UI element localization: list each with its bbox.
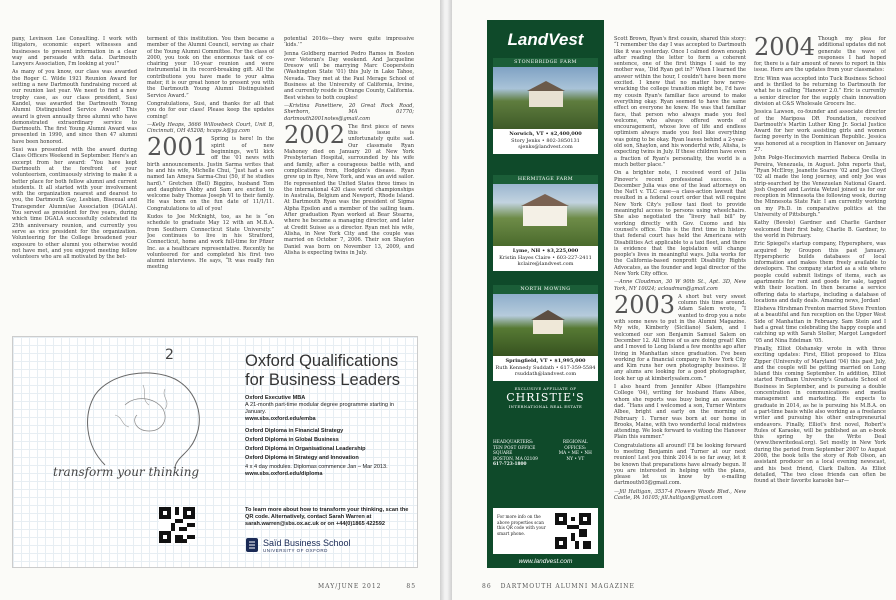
spine-gutter <box>440 0 452 600</box>
landvest-logo: LandVest <box>507 30 584 49</box>
listing-title: HERMITAGE FARM <box>493 175 598 184</box>
listing-location-price: Norwich, VT • $2,400,000 <box>509 131 582 137</box>
left-page <box>0 0 440 600</box>
mba-description: A 21-month part-time modular degree programme starting in January. <box>245 402 394 415</box>
listing-email[interactable]: rsuddath@landvest.com <box>514 371 577 377</box>
listing-email[interactable]: sjenks@landvest.com <box>518 144 573 150</box>
page-number: 85 <box>406 583 417 590</box>
paragraph: Congratulations all around! I'll be looking forward to meeting Benjamin and Turner at our next reunion! Lest you think 2014 is so far away, let it be known that preparations have already begun. If you are interested in helping with the plans, please let us know by e-mailing dartmouth03@gmail.com. <box>614 442 746 487</box>
paragraph: Congratulations, Susi, and thanks for all that you do for our class! Please keep the updates coming! <box>147 100 274 120</box>
scan-instructions: For more info on the above properties scan this QR code with your smart phone. <box>497 514 546 536</box>
paragraph: Jenna Goldberg married Pedro Ramos in Boston over Veteran's Day weekend. And Jacqueline Dresow will be marrying Marc Cooperstein (Washington State ’01) this July in Lake Tahoe, Nevada. They met at the Paul Merage School of Business at the University of California, Irvine, and currently reside in Orange County, California. Best wishes to both couples! <box>284 50 414 101</box>
said-business-school-logo <box>245 537 351 553</box>
paragraph: Kudos to Joe McKnight, too, as he is “on schedule to graduate May 12 with an M.B.A. from Southern Connecticut State University.” Joe continues to live in his Stratford, Connecticut, home and work full-time for Pfizer Inc. as a healthcare representative. Recently he volunteered for and completed his first two alumni interviews. He says, “It was really fun meeting <box>147 214 274 271</box>
landvest-advertisement <box>487 20 604 568</box>
listing-location-price: Lyme, NH • $3,225,000 <box>512 248 579 254</box>
ad-call-to-action: To learn more about how to transform your thinking, scan the QR code. Alternatively, contact Sarah Warren at sarah.warren@sbs.ox.ac.uk or on +44(0)1865 422592 <box>245 507 409 527</box>
signoff: —Kristina Panettiere, 20 Great Rock Road, Sherborn, MA 01770; dartmouth2001notes@gmail.com <box>284 102 414 122</box>
paragraph: Scott Brown, Ryan's first cousin, shared this story: “I remember the day I was accepted to Dartmouth like it was yesterday. Once I calmed down enough after reading the letter to form a coherent sentence, one of the first things I said to my mother was, ‘Did Ryan get in?’ When I learned the answer within the hour, I couldn't have been more excited. I knew that no matter how nerve-wracking the college transition might be, I'd have my cousin Ryan's familiar face around to make everything okay. Ryan seemed to have the same effect on everyone he knew. He was that familiar face, that person who always made you feel welcome, who always offered words of encouragement, whose love of life and endless optimism always made you feel like everything was going to be okay. Ryan leaves behind a 2-year-old son, Shaylon, and his wonderful wife, Alisha, is expecting twins in July. If these children have even a fraction of Ryan's personality, the world is a much better place.” <box>614 36 746 168</box>
paragraph: John Polge-Hecimovich married Rebeca Orella in Pereira, Venezuela, in August. John reports that, “Ryan McElroy, Jeanette Soares ’02 and Joe Cloyd ’02 all made the long journey, and only Joe was strip-searched by the Venezuelan National Guard. Josh Osgood and Lavinia Wetzel joined us for our reception in Minnesota the following week, during the Minnesota State Fair. I am currently working on my Ph.D. in comparative politics at the University of Pittsburgh.” <box>754 155 886 219</box>
diploma-item: Oxford Diploma in Financial Strategy <box>245 428 344 434</box>
listing-card[interactable] <box>493 58 598 154</box>
paragraph: Though my plea for additional updates did not generate the wave of responses I had hoped for, there is a fair amount of news to report in this issue. Here are the updates from your classmates: <box>754 36 886 74</box>
regional-states: MA • ME • NH <box>558 451 592 456</box>
paragraph: A short but very sweet column this time around. Adam Salem wrote, “I wanted to drop you a note with some news to put in the Alumni Magazine. My wife, Kimberly (Siciliano) Salem, and I welcomed our son Benjamin Samuel Salem on December 12. All three of us are doing great! Kim and I moved to Long Island a few months ago after living in Manhattan since graduation. I've been working for a financial company in New York City and Kim runs her own photography business. If any alums are looking for a good photographer, look her up at kimberlysalem.com.” <box>614 293 746 382</box>
diploma-item: Oxford Diploma in Strategy and Innovation <box>245 455 359 461</box>
christies-name: CHRISTIE'S <box>506 391 585 404</box>
listing-info <box>493 246 598 271</box>
hq-phone: 617-723-1800 <box>493 462 527 467</box>
head-sketch-icon <box>65 365 215 470</box>
ad-headline-line: Oxford Qualifications <box>245 352 399 370</box>
paragraph: Eric Spiegel's startup company, Hypersphere, was acquired by Groupon this past January. Hyperspheric builds databases of local information and makes them freely available to developers. The company started as a site where people could submit listings of items, such as apartments for rent and goods for sale, tagged with their location. In then became a service offering data to startups, including a database of locations and daily deals. Amazing news, Jordan! <box>754 241 886 304</box>
left-column-2 <box>147 36 274 332</box>
diploma-description: 4 x 4 day modules. Diplomas commence Jan – Mar 2013. <box>245 464 388 470</box>
listing-title: STONEBRIDGE FARM <box>493 58 598 67</box>
issue-date: MAY/JUNE 2012 <box>318 583 382 590</box>
left-column-3 <box>284 36 414 332</box>
listing-email[interactable]: kclaire@landvest.com <box>517 261 574 267</box>
class-year-heading: 2003 <box>614 290 676 319</box>
logo-subtitle: UNIVERSITY OF OXFORD <box>263 547 328 553</box>
paragraph: pany, Levinson Lee Consulting. I work with litigators, economic expert witnesses and businesses to present information in a clear way and persuade with data. Dartmouth Lawyers Association, I'm looking at you!” <box>12 36 137 68</box>
magazine-name: DARTMOUTH ALUMNI MAGAZINE <box>500 583 635 590</box>
paragraph: Jessica Lawson, co-founder and associate director of the Mariposa DR Foundation, received Dartmouth's Martin Luther King Jr. Social Justice Award for her work assisting girls and women facing poverty in the Dominican Republic. Jessica was honored at a reception in Hanover on January 27. <box>754 109 886 154</box>
right-folio <box>482 583 635 590</box>
right-column-2 <box>754 36 886 568</box>
diploma-item: Oxford Diploma in Global Business <box>245 437 339 443</box>
left-folio <box>318 583 416 590</box>
regional-label: REGIONAL OFFICES: <box>562 440 588 451</box>
landvest-url[interactable]: www.landvest.com <box>518 558 573 565</box>
signoff: —Kelly Heaps, 3666 Willowbeck Court, Unit B, Cincinnati, OH 45208; hcaps.k@yg.com <box>147 121 274 135</box>
paragraph: potential 2016s—they were quite impressive ‘kids.’” <box>284 36 414 49</box>
paragraph: Elisheva Hirshman Frenton married Steve Frenton at a beautiful and fun reception on the Upper West Side of Manhattan in February. Sam Stein and I had a great time celebrating the happy couple and catching up with Sarah Stoller, Margot Langsdorf ’05 and Nina Edelman ’05. <box>754 306 886 344</box>
listing-card[interactable] <box>493 285 598 381</box>
ad-number: 2 <box>165 347 174 363</box>
diploma-block <box>245 428 415 478</box>
paragraph: Susi was presented with the award during Class Officers Weekend in September. Here's an excerpt from her award: “You have kept Dartmouth at the forefront of your volunteerism, continuously striving to make it a better place for both fellow alumni and current students. It all started with your involvement with the organization nearest and dearest to you, the Dartmouth Gay, Lesbian, Bisexual and Transgender Alumni/ae Association (DGALA). You served as president for five years, during which time DGALA successfully celebrated its 25th anniversary reunion, and currently you serve as vice president for the organization. Volunteering for the College broadened your exposure to other alumni you otherwise would not have met, and you enjoyed meeting fellow volunteers who are all motivated by the bet- <box>12 147 137 261</box>
listing-location-price: Springfield, VT • $1,995,000 <box>505 358 586 364</box>
christies-affiliate-logo <box>493 386 598 409</box>
hq-address: TEN POST OFFICE SQUARE <box>493 445 536 456</box>
hq-label: HEADQUARTERS: <box>493 440 534 445</box>
qr-code-icon[interactable] <box>159 507 195 543</box>
affiliate-label: EXCLUSIVE AFFILIATE OF <box>514 386 577 391</box>
ad-tagline-script: transform your thinking <box>53 465 200 479</box>
paragraph: The first piece of news this issue is unfortunately quite sad. Our classmate Ryan Mahoney died on January 20 at New York Presbyterian Hospital, surrounded by his wife and family, after a courageous battle with, and complications from, Hodgkin's disease. Ryan grew up in Rye, New York, and was an avid sailor. He represented the United States three times in the international 420 class world championships in Australia, Belgium and Newport, Rhode Island. At Dartmouth Ryan was the president of Sigma Alpha Epsilon and a member of the sailing team. After graduation Ryan worked at Bear Stearns, where he became a managing director, and later at Credit Suisse as a director. Ryan met his wife, Alisha, in New York City and the couple was married on October 7, 2006. Their son Shaylon Daniel was born on November 13, 2009, and Alisha is expecting twins in July. <box>284 123 414 256</box>
listing-agent: Kristin Hayes Claire • 603-227-2411 <box>499 254 592 261</box>
christies-subtitle: INTERNATIONAL REAL ESTATE <box>508 404 583 409</box>
oxford-crest-icon <box>245 537 259 553</box>
ad-headline-line: for Business Leaders <box>245 371 401 389</box>
signoff: —Jill Haltigan, 3537-4 Flowers Woods Blvd., New Castle, PA 16105; jill.haltigan@gmail.com <box>614 488 746 502</box>
class-year-heading: 2004 <box>754 36 816 61</box>
left-column-1 <box>12 36 137 332</box>
oxford-advertisement <box>12 336 418 568</box>
listing-card[interactable] <box>493 175 598 271</box>
paragraph: Eric Winn was accepted into Tuck Business School and is thrilled to be returning to Dartmouth for what he is calling “Hanover 2.0.” Eric is currently a senior director for the supply chain innovation division at C&S Wholesale Grocers Inc. <box>754 75 886 107</box>
ad-headline <box>245 352 400 390</box>
listing-info <box>493 356 598 381</box>
logo-name: Saïd Business School <box>263 537 351 548</box>
listing-photo <box>493 294 598 356</box>
listing-info <box>493 129 598 154</box>
page-number: 86 <box>482 583 492 590</box>
right-column-1 <box>614 36 746 568</box>
paragraph: On a brighter note, I received word of Julia Pinover's recent professional success. In December Julia was one of the lead attorneys on the Nat'l v. TLC case—a class-action lawsuit that resulted in a federal court order that will require New York City's yellow taxi fleet to provide meaningful access to persons using wheelchairs. She also negotiated the “livery hail bill” by working directly with Gov. Cuomo and his counsel's office. This is the first time in history that federal court has held the Americans with Disabilities Act applicable to a taxi fleet, and there is evidence that the legislation will change people's lives in meaningful ways. Julia works for the California-based nonprofit Disability Rights Advocates, as the founder and legal director of the New York City office. <box>614 170 746 277</box>
paragraph: Finally, Elliot Olshansky wrote in with three exciting updates: First, Elliot proposed to Eliza Zipper (University of Maryland ’04) this past July, and the couple will be getting married on Long Island this coming September. In addition, Elliot started Fordham University's Graduate School of Business in September, and is pursuing a double concentration in communications and media management and marketing. He expects to graduate in 2014, as he is pursuing his M.B.A. on a part-time basis while also working as a freelance writer and pursuing his other entrepreneurial endeavors. Finally, Elliot's first novel, Robert's Rules of Karaoke, will be published as an e-book this spring by the Write Deal (www.thewritedeal.org). Set mostly in New York during the period from September 2007 to August 2008, the book tells the story of Rob Olson, an assistant producer on a local evening newscast, and his best friend, Clark Dalton. As Elliot detailed, “The two close friends can often be found at their favorite karaoke bar— <box>754 345 886 485</box>
signoff: —Anne Cloudman, 30 W 90th St., Apt. 3D, New York, NY 10024; acloudman@gmail.com <box>614 279 746 292</box>
office-info <box>493 440 598 468</box>
paragraph: Spring is here! In the spirit of new beginnings, we'll kick off the ’01 news with birth announcements. Justin Sarma writes that he and his wife, Michelle Chui, “just had a son named Ian Ameya Sarma-Chui (50, if he studies hard).” Gretchen (Bell) Biggins, husband Tom and daughters Abby and Sam are excited to welcome baby Thomas Joseph VI to their family. He was born on the fun date of 11/1/11. Congratulations to all of you! <box>147 136 274 212</box>
mba-title: Oxford Executive MBA <box>245 395 306 401</box>
listing-agent: Ruth Kennedy Suddath • 617-359-5584 <box>495 364 596 371</box>
listing-agent: Story Jenks • 802-3850131 <box>511 137 580 144</box>
listing-photo <box>493 184 598 246</box>
diploma-item: Oxford Diploma in Organisational Leadership <box>245 446 366 452</box>
scan-box <box>493 508 598 554</box>
paragraph: Kathy (Bevolo) Gardner and Charlie Gardner welcomed their first baby, Charlie B. Gardner, to the world in February. <box>754 220 886 239</box>
qr-code-icon[interactable] <box>555 513 591 549</box>
class-year-heading: 2002 <box>284 120 346 149</box>
hq-city: BOSTON, MA 02109 <box>493 456 538 462</box>
paragraph: terment of this institution. You then became a member of the Alumni Council, serving as chair of the Young Alumni Committee. For the class of 2000, you took on the enormous task of co-chairing your 10-year reunion and were instrumental in its record-breaking gift. All the contributions you have made to your alma mater, it is our great honor to present you with the Dartmouth Young Alumni Distinguished Service Award.” <box>147 36 274 99</box>
class-year-heading: 2001 <box>147 133 209 162</box>
paragraph: As many of you know, our class was awarded the Roger C. Wilde 1921 Reunion Award for setting a new Dartmouth fundraising record at our reunion last year. We need to find a new trophy case, as our class president, Susi Kandel, was awarded the Dartmouth Young Alumni Distinguished Service Award! This award is given annually three alumni who have demonstrated extraordinary service to Dartmouth. The first Young Alumni Award was presented in 1990, and since then 47 alumni have been honored. <box>12 69 137 145</box>
regional-states: NY • VT <box>566 456 585 462</box>
paragraph: I also heard from Jennifer Albee (Hampshire College ’04), writing for husband Hans Albee, whom she reports was busy being an awesome dad. “Hans and I welcomed a son, Turner Winters Albee, bright and early on the morning of February 1. Turner was born at our home in Brooks, Maine, with two wonderful local midwives attending. We look forward to visiting the Hanover Plain this summer.” <box>614 384 746 441</box>
mba-link[interactable]: www.sbs.oxford.edu/emba <box>245 416 316 422</box>
diploma-link[interactable]: www.sbs.oxford.edu/diploma <box>245 471 323 477</box>
listing-photo <box>493 67 598 129</box>
mba-block <box>245 395 415 423</box>
listing-title: NORTH MOWING <box>493 285 598 294</box>
